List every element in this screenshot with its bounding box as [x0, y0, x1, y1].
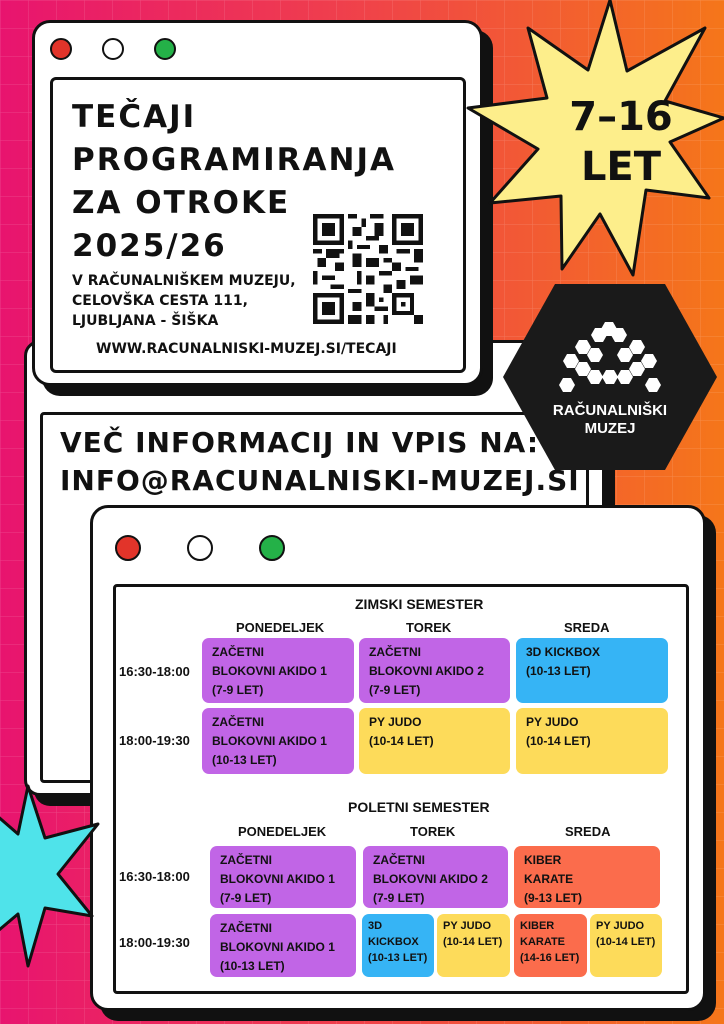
- course-line: (10-14 LET): [369, 734, 434, 748]
- address-line: V RAČUNALNIŠKEM MUZEJU,: [72, 273, 296, 289]
- winter-day-tuesday: TOREK: [406, 620, 452, 635]
- course-block[interactable]: [516, 638, 668, 703]
- course-block[interactable]: [590, 914, 662, 977]
- course-block[interactable]: [514, 846, 660, 908]
- logo-text-line2: MUZEJ: [584, 420, 636, 437]
- age-range-value: 7–16: [569, 94, 673, 140]
- course-line: (10-14 LET): [443, 936, 503, 948]
- summer-time-2: 18:00-19:30: [119, 935, 190, 950]
- green-dot-icon: [259, 535, 285, 561]
- course-block[interactable]: [359, 708, 510, 774]
- course-block[interactable]: [363, 846, 508, 908]
- course-block[interactable]: [516, 708, 668, 774]
- course-line: 3D: [368, 920, 383, 932]
- title-line: 2025/26: [72, 228, 227, 264]
- title-line: ZA OTROKE: [72, 185, 291, 221]
- course-block[interactable]: [202, 708, 354, 774]
- winter-time-1: 16:30-18:00: [119, 664, 190, 679]
- summer-day-tuesday: TOREK: [410, 824, 456, 839]
- course-line: (9-13 LET): [524, 891, 583, 905]
- teal-star-decoration: [0, 776, 100, 976]
- course-line: ZAČETNI: [373, 853, 425, 867]
- course-line: PY JUDO: [596, 920, 645, 932]
- title-line: TEČAJI: [72, 99, 197, 135]
- course-block[interactable]: [437, 914, 510, 977]
- course-line: BLOKOVNI AKIDO 2: [373, 872, 488, 886]
- course-line: PY JUDO: [443, 920, 492, 932]
- course-line: PY JUDO: [369, 715, 422, 729]
- course-line: ZAČETNI: [220, 921, 272, 935]
- course-line: 3D KICKBOX: [526, 645, 601, 659]
- website-link[interactable]: WWW.RACUNALNISKI-MUZEJ.SI/TECAJI: [96, 341, 397, 357]
- red-dot-icon: [115, 535, 141, 561]
- course-block[interactable]: [514, 914, 587, 977]
- course-block[interactable]: [362, 914, 434, 977]
- course-line: (10-13 LET): [212, 753, 277, 767]
- course-line: (10-14 LET): [526, 734, 591, 748]
- course-block[interactable]: [210, 846, 356, 908]
- course-block[interactable]: [359, 638, 510, 703]
- course-line: BLOKOVNI AKIDO 2: [369, 664, 484, 678]
- winter-time-2: 18:00-19:30: [119, 733, 190, 748]
- course-line: BLOKOVNI AKIDO 1: [220, 872, 335, 886]
- course-line: (7-9 LET): [373, 891, 425, 905]
- course-line: ZAČETNI: [369, 645, 421, 659]
- title-line: PROGRAMIRANJA: [72, 142, 396, 178]
- course-line: BLOKOVNI AKIDO 1: [212, 664, 327, 678]
- course-line: (7-9 LET): [212, 683, 264, 697]
- red-dot-icon: [50, 38, 72, 60]
- logo-text-line1: RAČUNALNIŠKI: [552, 402, 668, 419]
- address-line: CELOVŠKA CESTA 111,: [72, 293, 248, 309]
- qr-code-icon[interactable]: [313, 214, 423, 324]
- info-text: [60, 424, 580, 500]
- info-heading: VEČ INFORMACIJ IN VPIS NA:: [60, 426, 540, 459]
- course-line: KIBER: [524, 853, 562, 867]
- address-line: LJUBLJANA - ŠIŠKA: [72, 313, 219, 329]
- info-email[interactable]: INFO@RACUNALNISKI-MUZEJ.SI: [60, 464, 580, 497]
- address: [72, 271, 296, 331]
- course-line: ZAČETNI: [220, 853, 272, 867]
- course-line: KIBER: [520, 920, 555, 932]
- course-block[interactable]: [210, 914, 356, 977]
- course-line: (7-9 LET): [220, 891, 272, 905]
- course-line: (10-13 LET): [526, 664, 591, 678]
- course-line: (10-13 LET): [368, 952, 428, 964]
- course-line: (10-13 LET): [220, 959, 285, 973]
- winter-day-wednesday: SREDA: [564, 620, 610, 635]
- course-line: KICKBOX: [368, 936, 419, 948]
- museum-logo: [503, 282, 717, 472]
- course-line: BLOKOVNI AKIDO 1: [212, 734, 327, 748]
- white-dot-icon: [102, 38, 124, 60]
- course-block[interactable]: [202, 638, 354, 703]
- course-line: PY JUDO: [526, 715, 579, 729]
- green-dot-icon: [154, 38, 176, 60]
- course-line: (10-14 LET): [596, 936, 656, 948]
- age-range: [546, 92, 696, 192]
- summer-semester-title: POLETNI SEMESTER: [348, 799, 490, 815]
- summer-day-monday: PONEDELJEK: [238, 824, 327, 839]
- summer-day-wednesday: SREDA: [565, 824, 611, 839]
- winter-day-monday: PONEDELJEK: [236, 620, 325, 635]
- age-range-unit: LET: [580, 144, 662, 190]
- winter-semester-title: ZIMSKI SEMESTER: [355, 596, 484, 612]
- course-line: KARATE: [520, 936, 566, 948]
- course-line: ZAČETNI: [212, 645, 264, 659]
- course-line: ZAČETNI: [212, 715, 264, 729]
- course-line: KARATE: [524, 872, 574, 886]
- course-line: (7-9 LET): [369, 683, 421, 697]
- summer-time-1: 16:30-18:00: [119, 869, 190, 884]
- course-line: (14-16 LET): [520, 952, 580, 964]
- white-dot-icon: [187, 535, 213, 561]
- course-line: BLOKOVNI AKIDO 1: [220, 940, 335, 954]
